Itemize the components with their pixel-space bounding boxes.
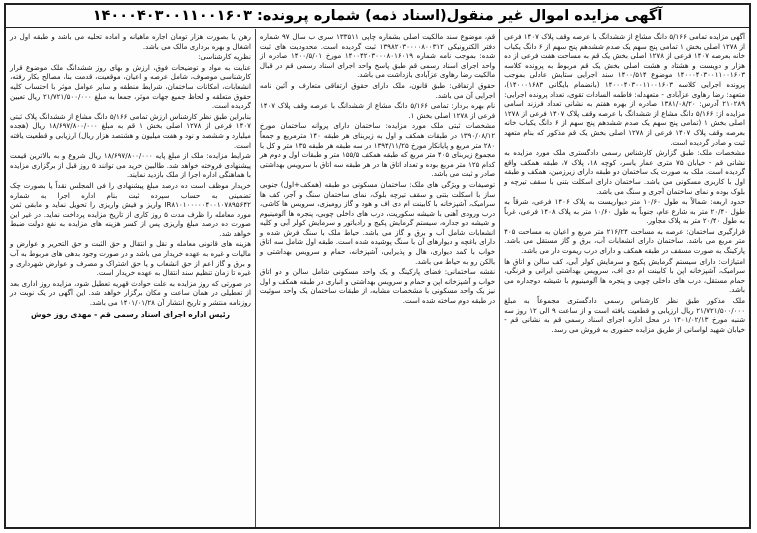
- section-heading: نظریه کارشناسی:: [198, 52, 251, 62]
- paragraph: مشخصات ثبتی ملک مورد مزایده: ساختمان دارای پروانه ساختمان مورخ ۱۳۹۰/۰۸/۱۲ در طبقات همکف و اول به زیربنای هر طبقه ۱۴۰ مترمربع و جمعاً ۲۸۰ متر مربع و پایانکار مورخ ۱۳۹۴/۱۱/۲۵ در سه طبقه هر طبقه ۱۳۵ متر و کل با مجموع زیربنای ۴۰۵ متر مربع که طبقه همکف ۱۵۵/۵ متر و طبقات اول و دوم هر کدام ۱۲۵ متر مربع بوده و تعداد اتاق ها در هر طبقه سه اتاق با سرویس بهداشتی صادر و ثبت می باشد.: [259, 121, 496, 179]
- paragraph: بنابراین طبق نظر کارشناس ارزش تمامی ۵/۱۶۶ دانگ مشاع از ششدانگ پلاک ثبتی ۱۴۰۷ فرعی از ۱۲۷۸ اصلی بخش ۱ قم به مبلغ ۱۸/۶۹۷/۸۰۰/۰۰۰ ریال (هجده میلیارد و ششصد و نود و هفت میلیون و هشتصد هزار ریال) ارزیابی و قطعیت یافته است.: [10, 111, 251, 150]
- paragraph: شرایط مزایده: ملک از مبلغ پایه ۱۸/۶۹۷/۸۰۰/۰۰۰ ریال شروع و به بالاترین قیمت پیشنهادی فروخته خواهد شد. طالبین خرید می توانند ۵ روز قبل از برگزاری مزایده با هماهنگی اداره اجرا از ملک بازدید نمایند.: [10, 151, 251, 180]
- paragraph: نام بهره بردار: تمامی ۵/۱۶۶ دانگ مشاع از ششدانگ با عرصه وقف پلاک ۱۴۰۷ فرعی از ۱۲۷۸ اصلی بخش ۱.: [259, 101, 496, 120]
- paragraph: در صورتی که روز مزایده به علت حوادث قهریه تعطیل شود، مزایده روز اداری بعد از تعطیلی در همان ساعت و مکان برگزار خواهد شد. این آگهی در یک نوبت در روزنامه منتشر و تاریخ انتشار آن ۱۴۰۱/۰۱/۲۸ می باشد.: [10, 278, 251, 308]
- column-middle: [255, 29, 500, 527]
- paragraph: مشخصات ملک: طبق گزارش کارشناس رسمی دادگستری ملک مورد مزایده به نشانی قم - خیابان ۷۵ متری عمار یاسر، کوچه ۱۸، پلاک ۷، طبقه همکف واقع گردیده است. ملک به صورت یک ساختمان دو طبقه دارای زیرزمین، همکف و طبقه اول با کاربری مسکونی می باشد. ساختمان دارای اسکلت بتنی با سقف تیرچه و بلوک بوده و نمای ساختمان آجری و سنگ می باشد.: [504, 148, 745, 196]
- paragraph: حقوق ارتفاقی: طبق قانون، ملک دارای حقوق ارتفاقی متعارف و آئین نامه اجرایی آن می باشد.: [259, 80, 496, 100]
- paragraph: رهن یا بصورت هزار تومان اجاره ماهیانه و اماده تحلیه می باشد و طبقه اول در اشغال و بهره برداری مالک می باشد.: [10, 32, 251, 51]
- notice-columns: [6, 29, 749, 527]
- paragraph: حدود اربعه: شمالاً به طول ۱۰/۶۰ متر دیواریست به پلاک ۱۴۰۶ فرعی، شرقاً به طول ۲۰/۴۰ متر به شارع عام، جنوباً به طول ۱۰/۶۰ متر به پلاک ۱۴۰۸ فرعی، غرباً به طول ۲۰/۴۰ متر به پلاک مجاور.: [504, 197, 745, 226]
- paragraph: خریدار موظف است ده درصد مبلغ پیشنهادی را فی المجلس نقداً یا بصورت چک تضمینی به حساب سپرده ثبت بنام اداره اجرا به شماره IR۸۱۰۱۰۰۰۰۰۴۰۰۱۰۷۸۹۵۶۴۲ واریز و فیش واریزی را تحویل نماید و مابقی ثمن مورد معامله را ظرف مدت ۵ روز کاری از تاریخ مزایده پرداخت نماید. در غیر این صورت ده درصد مبلغ واریزی پس از کسر هزینه های مزایده به نفع دولت ضبط خواهد شد.: [10, 180, 251, 238]
- paragraph: امتیازات: دارای سیستم گرمایش پکیج و سرمایش کولر آبی، کف سالن و اتاق ها سرامیک، آشپزخانه اپن با کابینت ام دی اف، سرویس بهداشتی ایرانی و فرنگی، حمام مستقل، درب های داخلی چوبی و پنجره ها آلومینیوم با شیشه دوجداره می باشد.: [504, 256, 745, 295]
- paragraph: عنایت به مواد و توضیحات فوق، ارزش و بهای روز ششدانگ ملک موضوع قرار کارشناسی موصوف، شامل عرصه و اعیان، موقعیت، قدمت بنا، مصالح بکار رفته، انشعابات، امکانات ساختمان، شرایط منطقه و سایر عوامل موثر با احتساب کلیه حقوق متعلقه و لحاظ جمیع جهات موثر، جمعا به مبلغ ۲۱/۷۲۱/۵۰۰/۰۰۰ ریال تعیین گردیده است.: [10, 62, 251, 111]
- paragraph: آگهی مزایده تمامی ۵/۱۶۶ دانگ مشاع از ششدانگ با عرصه وقف پلاک ۱۴۰۷ فرعی از ۱۲۷۸ اصلی بخش ۱ تمامی پنج سهم یک صدم ششدهم پنج سهم از ۶ دانگ یکباب خانه بعرصه ۱۴۰۷ فرعی از ۱۲۷۸ اصلی بخش یک قم به مساحت هفت فرعی از ده هزار و دویست و هشتاد و هشت اصلی بخش یک قم مربوط به پرونده کلاسه ۱۴۰۰۰۴۰۳۰۰۱۱۰۰۱۶۰۳ موضوع ۱۴۰۰/۵۱۴ سند اجرایی ستایش عادلی بموجب پرونده اجرایی کلاسه ۱۴۰۰۰۴۰۳۰۰۱۱۰۰۱۶۰۳ (بانضمام بایگانی ۱۴۰۰۰۱۶۸۳)، متعهد: رضا رهاوی عزآبادی - متعهدله: فاطمه السادات تقوی، تعداد پرونده اجرایی: ۲۱۰۲۸۹ آدرس: ۱۳۸۱/۰۸/۲۰ صادره از بهره هفتم به نشانی تعداد فرزند اسامی مزایده از: ۵/۱۶۶ دانگ مشاع از ششدانگ با عرصه وقف پلاک ۱۴۰۷ فرعی از ۱۲۷۸ اصلی بخش ۱ (تمامی پنج سهم یک صدم ششدهم پنج سهم از ۶ دانگ یکباب خانه بعرصه وقف پلاک ۱۴۰۷ فرعی از ۱۲۷۸ اصلی بخش یک قم مذکور که بنام متعهد ثبت و صادر گردیده است.: [504, 32, 746, 147]
- column-left: [6, 29, 255, 527]
- auction-notice: [4, 3, 751, 529]
- paragraph: ملک مذکور طبق نظر کارشناس رسمی دادگستری مجموعاً به مبلغ ۲۱/۷۲۱/۵۰۰/۰۰۰ ریال ارزیابی و قطعیت یافته است و از ساعت ۹ الی ۱۲ روز سه شنبه مورخ ۱۴۰۱/۰۲/۱۳ در محل اداره اجرای اسناد رسمی قم به نشانی قم - خیابان شهید لواسانی از طریق مزایده حضوری به فروش می رسد.: [504, 296, 746, 334]
- paragraph: نقشه ساختمانی: فضای پارکینگ و یک واحد مسکونی شامل سالن و دو اتاق خواب و آشپزخانه اپن و حمام و سرویس بهداشتی و انباری در طبقه همکف و اول نیز یک واحد مسکونی با مشخصات مشابه، از طبقات ساختمان یک واحد سوئیت در طبقه دوم ساخته شده است.: [259, 267, 496, 306]
- paragraph: قرارگیری ساختمان: عرصه به مساحت ۲۱۶/۲۴ متر مربع و اعیان به مساحت ۴۰۵ متر مربع می باشد. ساختمان دارای انشعابات آب، برق و گاز مستقل می باشد. پارکینگ به صورت مسقف در طبقه همکف و دارای درب ریموت دار می باشد.: [504, 226, 745, 256]
- notice-title: آگهی مزایده اموال غیر منقول(اسناد ذمه) شماره پرونده: ۱۴۰۰۰۴۰۳۰۰۱۱۰۰۱۶۰۳: [6, 5, 749, 28]
- paragraph: هزینه های قانونی معامله و نقل و انتقال و حق الثبت و حق التحریر و عوارض و مالیات و غیره به عهده خریدار می باشد و در صورت وجود بدهی های مربوط به آب و برق و گاز اعم از حق انشعاب و یا حق اشتراک و مصرف و عوارض شهرداری و غیره تا زمان تنظیم سند انتقال به عهده خریدار است.: [10, 239, 251, 278]
- paragraph: قم، موضوع سند مالکیت اصلی بشماره چاپی ۱۳۳۵۱۱ سری ب سال ۹۷ شماره دفتر الکترونیکی ۱۳۹۸۲۰۳۰۰۰۰۸۰۰۳۱۲ ثبت گردیده است. محدودیت های ثبت شده: بموجب نامه شماره ۱۴۰۰۴۲۰۳۰۰۰۸۰۱۶۰۱۹ مورخ ۱۴۰۰/۵/۰۱ صادره از واحد اجرای اسناد رسمی قم طبق پاسخ واحد اجرای اسناد رسمی قم در قبال مالکیت رضا رهاوی عزآبادی بازداشت می باشد.: [259, 32, 496, 80]
- paragraph: توصیفات و ویژگی های ملک: ساختمان مسکونی دو طبقه (همکف+اول) جنوبی ساز با اسکلت بتنی و سقف تیرچه بلوک، نمای ساختمان سنگ و آجر، کف ها سرامیک، آشپزخانه با کابینت ام دی اف و هود و گاز رومیزی، سرویس ها کاشی، درب ورودی آهنی با شیشه سکوریت، درب های داخلی چوبی، پنجره ها آلومینیوم و شیشه دو جداره، سیستم گرمایش پکیج و رادیاتور و سرمایش کولر آبی و کلیه انشعابات شامل آب و برق و گاز می باشد. حیاط ملک با سنگ فرش شده و دارای باغچه و دیوارهای آن با سنگ پوشیده شده است. طبقه اول شامل سه اتاق خواب با کمد دیواری، هال و پذیرایی، آشپزخانه، حمام و سرویس بهداشتی و بالکن رو به حیاط می باشد.: [259, 179, 496, 266]
- column-right: [500, 29, 749, 527]
- signature: رئیس اداره اجرای اسناد رسمی قم - مهدی روز خوش: [30, 309, 230, 319]
